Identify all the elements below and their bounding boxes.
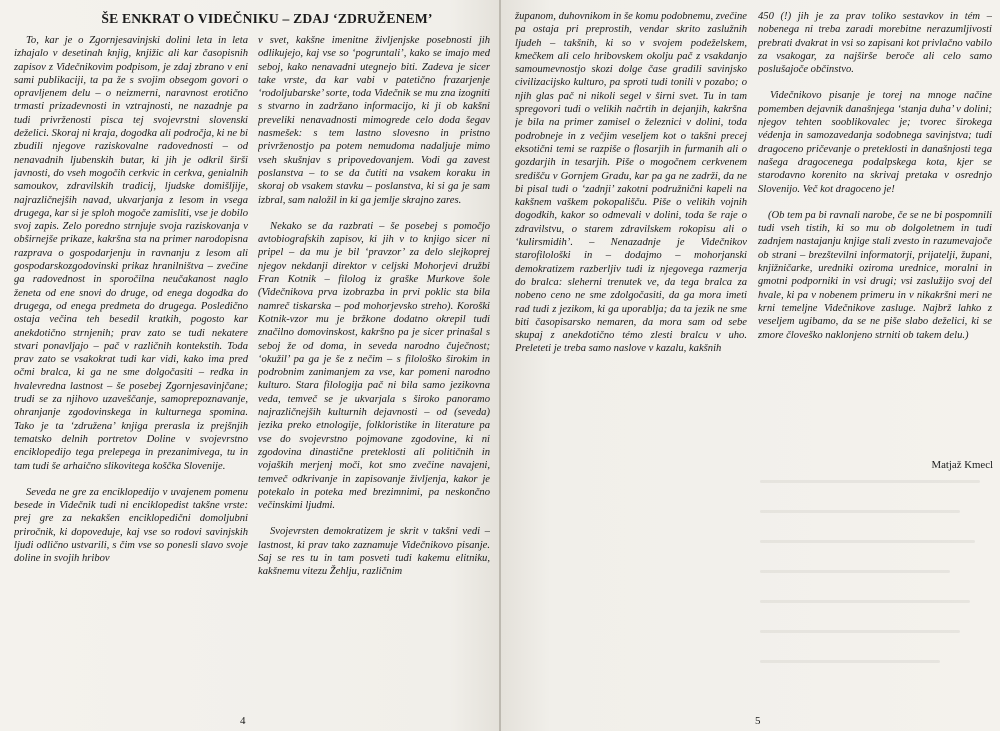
paragraph: županom, duhovnikom in še komu podobnemu, zvečine pa ostaja pri preprostih, vendar skrito zaslužnih ljudeh – takšnih, ki so v svojem podeželskem, kmečkem ali celo hribovskem okolju pač z vsakdanjo samoumevnostjo skozi dolge čase gradili savinjsko civilizacijsko kulturo, pa sproti tudi tonili v pozabo; o njih glas pač ni nikoli segel v širni svet. Tu in tam spregovori tudi o velikih načrtih in dejanjih, kakršna je bila na primer zamisel o železnici v dolini, toda podrobneje in z večjim veseljem kot o takšni precej eksotični temi se razpiše o flosarjih in furmanih ali o gozdarjih in tesarjih. Piše o mogočnem cerkvenem središču v Gornjem Gradu, kar pa ga ne zadrži, da ne bi pisal tudi o ‘zadnji’ zakotni podružnični kapeli na kakšnem vaškem pokopališču. Piše o velikih vojnih dogodkih, kakor so odmevali v dolini, toda še raje o zdravilstvu, o starem zdravilskem rokopisu ali o ‘kulirsmidih’. – Nenazadnje je Videčnikov starofilološki in – dodajmo – mohorjanski demokratizem razberljiv tudi iz njegovega razmerja do bralca: sleherni trenutek ve, da tega bralca za nobeno ceno ne sme zdolgočasiti, da ga mora imeti rad tudi z jezikom, ki ga uporablja; da ta jezik ne sme biti časopisarsko nemaren, da mora sam od sebe skupaj z anekdotično témo zlesti bralcu v uho. Preleteti je treba samo naslove v kazalu, kakšnih [515, 11, 747, 355]
author-signature: Matjaž Kmecl [931, 459, 993, 471]
paragraph: Seveda ne gre za enciklopedijo v uvajenem pomenu besede in Videčnik tudi ni enciklopedist takšne vrste: prej gre za nekakšen enciklopedični domoljubni priročnik, ki dopoveduje, kaj vse so rodovi savinjskih ljudi odlično ustvarili, s čim vse so ponesli slavo svoje doline in svojih hribov [14, 486, 248, 565]
paragraph: Svojevrsten demokratizem je skrit v takšni vedi – lastnost, ki prav tako zaznamuje Videčnikovo pisanje. Saj se res tu in tam posveti tudi kakemu elitniku, kakšnemu vitezu Žehlju, različnim [258, 526, 490, 578]
paragraph: To, kar je o Zgornjesavinjski dolini leta in leta izhajalo v desetinah knjig, knjižic ali kar časopisnih zapisov z Videčnikovim podpisom, je zdaj zbrano v eni sami publikaciji, ta pa že s svojim obsegom govori o opravljenem delu – o neizmerni, naravnost erotično trmasti prizadevnosti in vztrajnosti, ne nazadnje pa tudi privrženosti pisca tej svojevrstni slovenski deželici. Skoraj ni kraja, dogodka ali področja, ki ne bi zbudili njegove raziskovalne radovednosti – od nenavadnih ljubenskih butar, ki jih je odkril širši javnosti, do vseh mogočih cerkvic in cerkva, genialnih samoukov, zdravilskih tradicij, ljudske domišljije, najrazličnejših navad, ukvarjanja z lesom in vsega drugega, kar si je sploh mogoče zamisliti, vse je dobilo svoj zapis. Zelo poredno strnjuje svoja raziskovanja v obširnejše prikaze, kakršna sta na primer narodopisna razprava o gospodarjenju in ravnanju z lesom ali gospodarskozgodovinski prikaz hranilništva – zvečine ga radovednost in sporočilna neučakanost naglo ženeta od ene snovi do druge, od enega dogodka do drugega, od enega predmeta do drugega. Posledično ostaja večina teh besedil kratkih, pogosto kar anekdotično strnjenih; prav zato se tudi nekatere stvari ponavljajo – pač v različnih kontekstih. Toda prav zato se vsakokrat tudi kar vidi, kako ima pred očmi bralca, ki ga ne sme dolgočasiti – redka in hvalevredna lastnost – še posebej Zgornjesavinjčane; trudi se za njihovo uzaveščanje, samoprepoznavanje, ohranjanje zgodovinskega in kulturnega spomina. Tako je ta ‘združena’ knjiga prerasla iz prejšnjih tematsko delnih portretov Doline v svojevrstno enciklopedijo tega prelepega in prezanimivega, tu in tam tudi še arhaično slikovitega koščka Slovenije. [14, 35, 248, 472]
right-column-1 [515, 10, 747, 710]
paragraph: v svet, kakšne imenitne življenjske posebnosti jih odlikujejo, kaj vse so ‘pogruntali’, kako se imajo med seboj, kako nenavadni utegnejo biti. Zadeva je sicer take vrste, da kar vabi v patetično frazarjenje ‘rodoljubarske’ sorte, toda Videčnik se mu zna izogniti s stvarno in zadržano informacijo, ki ji ob kakšni preveliki nenavadnosti mimogrede celo doda šegav nasmešek: s tem lastno slovesno in pristno privrženostjo pa potem nemudoma nadaljuje mimo vseh skušnjav s pripovedovanjem. Vodi ga zavest poslanstva – to se da čutiti na vsakem koraku in skoraj ob vsakem stavku – poslanstva, ki si ga je sam izbral, sam naložil in ki ga jemlje skrajno zares. [258, 35, 490, 206]
right-column-2 [758, 10, 992, 480]
page-number-right: 5 [755, 715, 761, 727]
paragraph: Nekako se da razbrati – še posebej s pomočjo avtobiografskih zapisov, ki jih v to knjigo sicer ni pripel – da mu je bil ‘pravzor’ za delo slejkoprej njegov nekdanji direktor v celjski Mohorjevi družbi Fran Kotnik – filolog iz graške Murkove šole (Videčnikova prva izobrazba in prvi poklic sta bila namreč tiskarska – pod mohorjevsko streho). Koroški Kotnik-vzor mu je bržkone dodatno okrepil tudi značilno domovinskost, kakršno pa je sicer prinašal s seboj že od doma, in seveda narodno čuječnost; ‘okužil’ pa ga je še z nečim – s filološko širokim in podrobnim zanimanjem za vse, kar pomeni narodno kulturo. Stara filologija pač ni bila samo jezikovna veda, temveč se je ukvarjala s široko panoramo najrazličnejših kulturnih dejavnosti – od (seveda) jezika preko etnologije, folkloristike in literature pa vse do svojevrstno pojmovane zgodovine, ki ni zgodovina dinastične preteklosti ali političnih in vojaških merjenj moči, kot smo zvečine navajeni, temveč odkrivanje in zapisovanje življenja, kakor je potekalo in poteka med brezimnimi, pa neskončno večinskimi ljudmi. [258, 220, 490, 512]
left-column-2 [258, 34, 490, 704]
right-page [501, 0, 1000, 731]
left-column-1 [14, 34, 248, 694]
paragraph: 450 (!) jih je za prav toliko sestavkov in tém – nobenega ni treba zaradi morebitne nerazumljivosti prebrati dvakrat in vsi so zapisani kot privlačno vabilo za vsakogar, za najširše beroče ali celo samo poslušajoče občinstvo. [758, 11, 992, 76]
acknowledgement-paragraph: (Ob tem pa bi ravnali narobe, če se ne bi pospomnili tudi vseh tistih, ki so mu ob dolgoletnem in tudi zadnjem nastajanju knjige stali zvesto in razumevajoče ob strani – brezštevilni informatorji, prijatelji, župani, knjižničarke, uredniki oziroma urednice, moralni in gmotni podporniki in vsi drugi; vsi zaslužijo svoj del hvale, ki pa v nobenem primeru in v nikakršni meri ne krni temeljne Videčnikove zasluge. Najbrž lahko z veseljem ugibamo, da se ne piše slabo deželici, ki se zmore človeško naklonjeno strniti ob takem delu.) [758, 209, 992, 341]
page-number-left: 4 [240, 715, 246, 727]
paragraph: Videčnikovo pisanje je torej na mnoge načine pomemben dejavnik današnjega ‘stanja duha’ v dolini; njegov tehten sooblikovalec je; tvorec širokega védenja in samozavedanja sodobnega savinjstva; tudi dragoceno pričevanje o preteklosti in današnjosti tega našega dragocenega podalpskega kota, kjer se starodavno korenito na skrivaj pretaka v osrednjo Slovenijo. Več kot dragoceno je! [758, 90, 992, 195]
article-title: ŠE ENKRAT O VIDEČNIKU – ZDAJ ‘ZDRUŽENEM’ [101, 11, 433, 26]
left-page [0, 0, 499, 731]
